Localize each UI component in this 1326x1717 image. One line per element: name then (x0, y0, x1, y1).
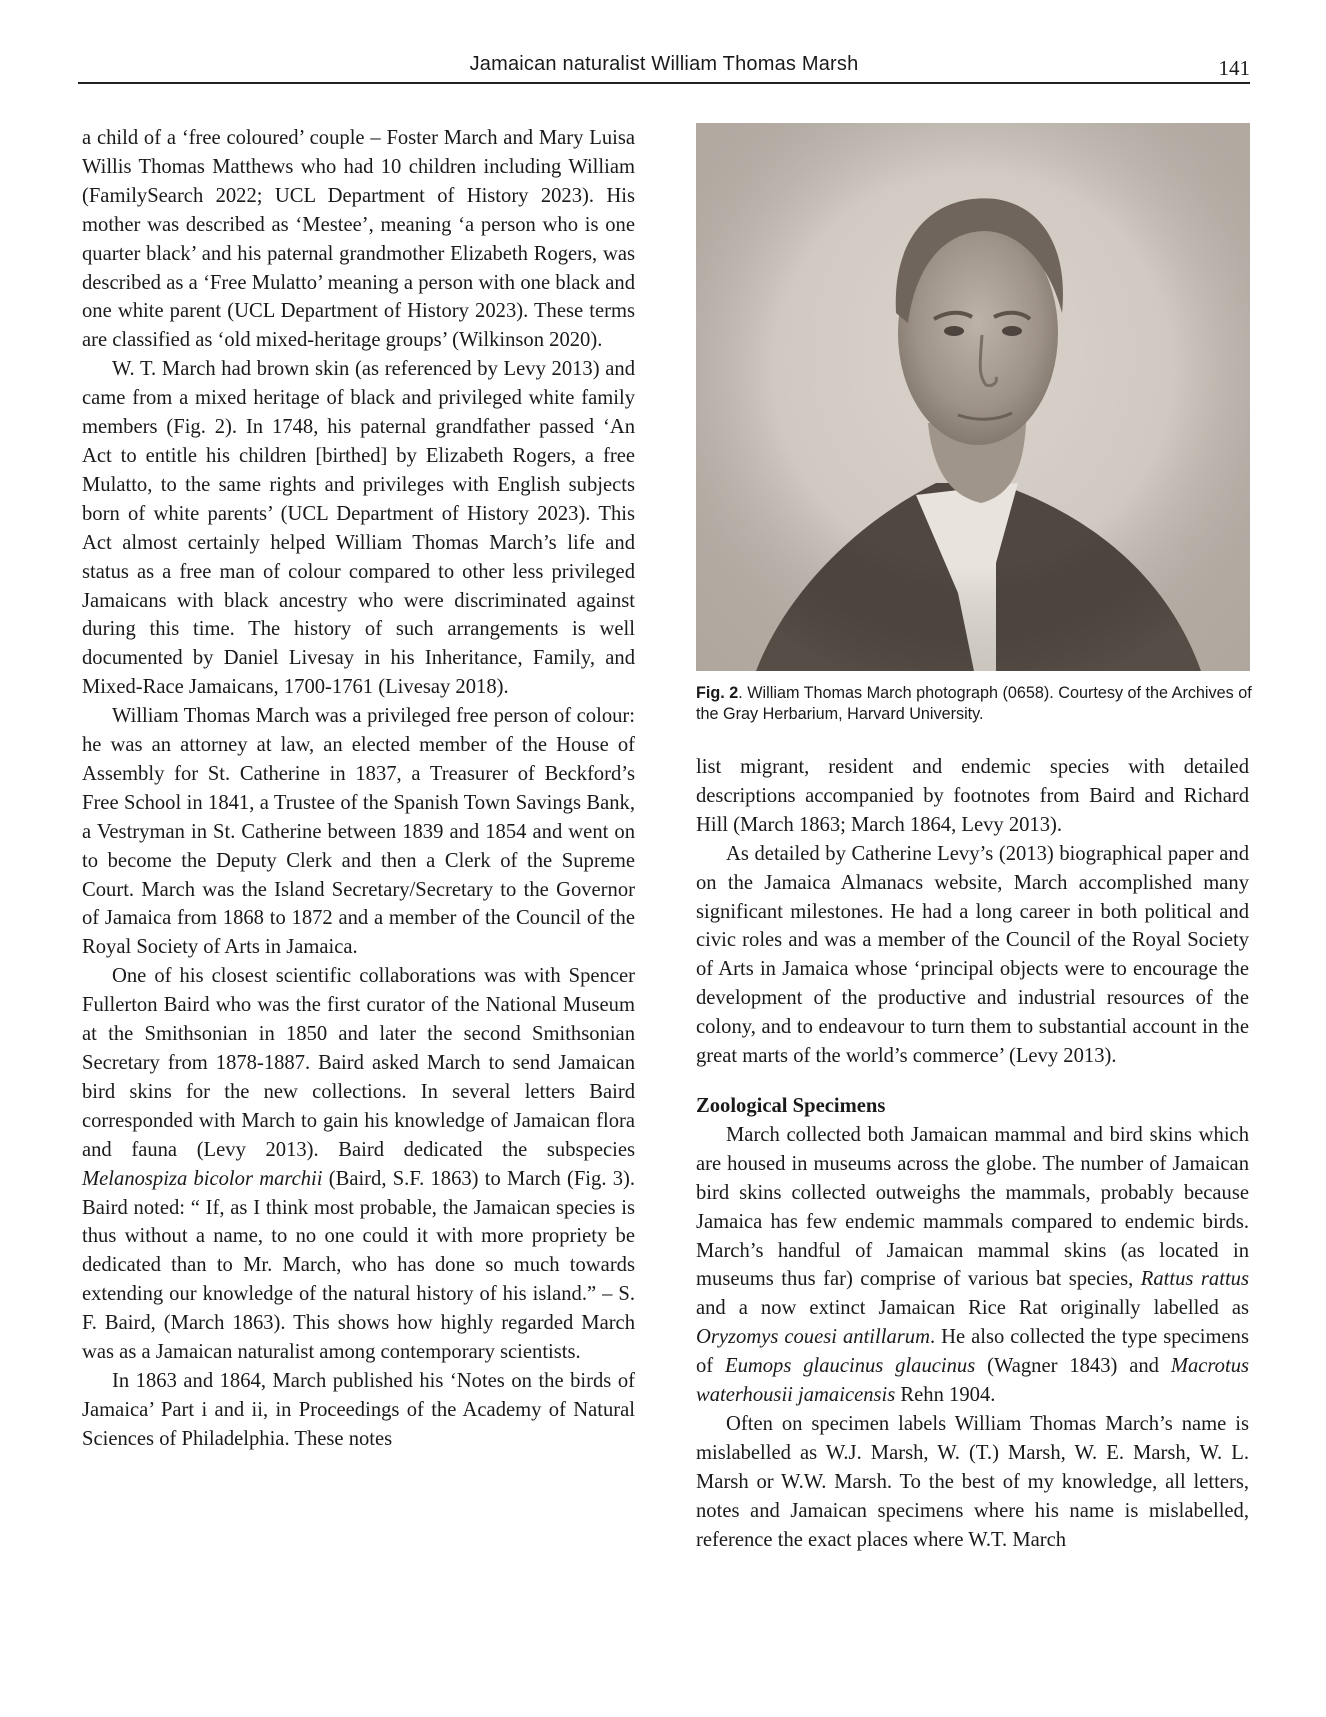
caption-text: . William Thomas March photograph (0658). Courtesy of the Archives of the Gray Herbarium, Harvard University. (696, 684, 1252, 723)
section-heading: Zoological Specimens (696, 1094, 886, 1117)
figure-caption (696, 683, 1252, 725)
paragraph (696, 1121, 1249, 1410)
page-number: 141 (1218, 56, 1250, 80)
species-name: Oryzomys couesi antillarum (696, 1326, 930, 1349)
figure-label: Fig. 2 (696, 684, 739, 702)
portrait-illustration (696, 123, 1250, 671)
running-header (78, 50, 1250, 84)
text-run: One of his closest scientific collaborations was with Spencer Fullerton Baird who was the first curator of the National Museum at the Smithsonian in 1850 and later the second Smithsonian Secretary from 1878-1887. Baird asked March to send Jamaican bird skins for the new collections. In several letters Baird corresponded with March to gain his knowledge of Jamaican flora and fauna (Levy 2013). Baird dedicated the subspecies (82, 965, 635, 1161)
left-column (82, 124, 635, 1454)
text-run: (Wagner 1843) and (975, 1355, 1171, 1378)
paragraph (82, 962, 635, 1367)
right-column (696, 753, 1249, 1554)
paragraph: a child of a ‘free coloured’ couple – Foster March and Mary Luisa Willis Thomas Matthews who had 10 children including William (FamilySearch 2022; UCL Department of History 2023). His mother was described as ‘Mestee’, meaning ‘a person who is one quarter black’ and his paternal grandmother Elizabeth Rogers, was described as a ‘Free Mulatto’ meaning a person with one black and one white parent (UCL Department of History 2023). These terms are classified as ‘old mixed-heritage groups’ (Wilkinson 2020). (82, 127, 635, 352)
portrait-photograph (696, 123, 1250, 671)
running-title: Jamaican naturalist William Thomas Marsh (469, 53, 859, 75)
paragraph: W. T. March had brown skin (as referenced by Levy 2013) and came from a mixed heritage of black and privileged white family members (Fig. 2). In 1748, his paternal grandfather passed ‘An Act to entitle his children [birthed] by Elizabeth Rogers, a free Mulatto, to the same rights and privileges with English subjects born of white parents’ (UCL Department of History 2023). This Act almost certainly helped William Thomas March’s life and status as a free man of colour compared to other less privileged Jamaicans with black ancestry who were discriminated against during this time. The history of such arrangements is well documented by Daniel Livesay in his Inheritance, Family, and Mixed-Race Jamaicans, 1700-1761 (Livesay 2018). (82, 358, 635, 699)
text-run: (Baird, S.F. 1863) to March (Fig. 3). Baird noted: “ If, as I think most probable, the Jamaican species is thus without a name, to no one could it with more propriety be dedicated than to Mr. March, who has done so much towards extending our knowledge of the natural history of his island.” – S. F. Baird, (March 1863). This shows how highly regarded March was as a Jamaican naturalist among contemporary scientists. (82, 1167, 635, 1364)
species-name: Rattus rattus (1140, 1268, 1249, 1291)
species-name: Eumops glaucinus glaucinus (725, 1355, 976, 1378)
paragraph: In 1863 and 1864, March published his ‘Notes on the birds of Jamaica’ Part i and ii, in Proceedings of the Academy of Natural Sciences of Philadelphia. These notes (82, 1369, 635, 1450)
text-run: . He also collected the type specimens of (696, 1326, 1249, 1378)
paragraph: list migrant, resident and endemic species with detailed descriptions accompanied by footnotes from Baird and Richard Hill (March 1863; March 1864, Levy 2013). (696, 756, 1249, 836)
paragraph: Often on specimen labels William Thomas March’s name is mislabelled as W.J. Marsh, W. (T.) Marsh, W. E. Marsh, W. L. Marsh or W.W. Marsh. To the best of my knowledge, all letters, notes and Jamaican specimens where his name is mislabelled, reference the exact places where W.T. March (696, 1412, 1249, 1551)
text-run: Rehn 1904. (895, 1384, 996, 1407)
species-name: Melanospiza bicolor marchii (82, 1167, 323, 1190)
species-name: Macrotus waterhousii jamaicensis (696, 1355, 1249, 1407)
paragraph: William Thomas March was a privileged free person of colour: he was an attorney at law, an elected member of the House of Assembly for St. Catherine in 1837, a Treasurer of Beckford’s Free School in 1841, a Trustee of the Spanish Town Savings Bank, a Vestryman in St. Catherine between 1839 and 1854 and went on to become the Deputy Clerk and then a Clerk of the Supreme Court. March was the Island Secretary/Secretary to the Governor of Jamaica from 1868 to 1872 and a member of the Council of the Royal Society of Arts in Jamaica. (82, 705, 635, 959)
text-run: March collected both Jamaican mammal and bird skins which are housed in museums across the globe. The number of Jamaican bird skins collected outweighs the mammals, probably because Jamaica has few endemic mammals compared to endemic birds. March’s handful of Jamaican mammal skins (as located in museums thus far) comprise of various bat species, (696, 1123, 1249, 1291)
paragraph: As detailed by Catherine Levy’s (2013) biographical paper and on the Jamaica Almanacs website, March accomplished many significant milestones. He had a long career in both political and civic roles and was a member of the Council of the Royal Society of Arts in Jamaica whose ‘principal objects were to encourage the development of the productive and industrial resources of the colony, and to endeavour to turn them to substantial account in the great marts of the world’s commerce’ (Levy 2013). (696, 842, 1249, 1068)
text-run: and a now extinct Jamaican Rice Rat originally labelled as (696, 1297, 1249, 1320)
